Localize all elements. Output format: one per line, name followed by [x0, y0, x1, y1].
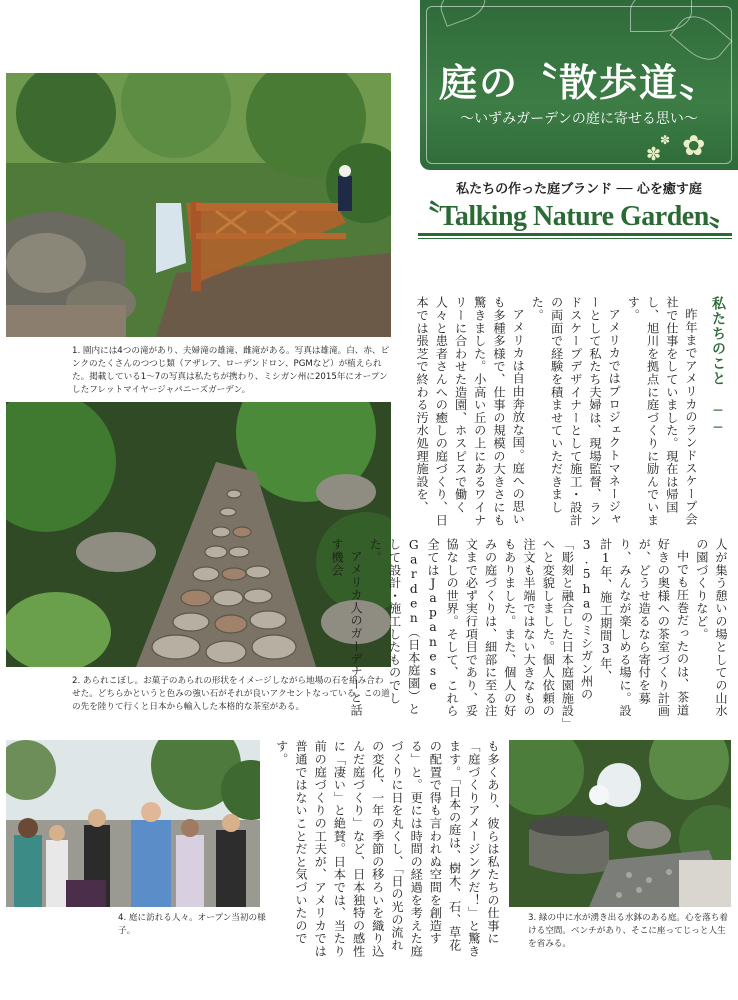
section-heading: 私たちのこと ── [710, 296, 726, 437]
paragraph: 中でも圧巻だったのは、茶道好きの奥様への茶室づくり計画が、どうせ造るなら寄付を募り、みんなが楽しめる場に。設計1年、施工期間3年、3.5haのミシガン州の「彫刻と融合した日本庭園施設」へと変貌しました。個人依頼の注文も半端ではない大きなものもありました。また、個人の好みの庭づくりは、細部に至る注文まで必ず実行項目であり、妥協なしの世界。そして、これら全てはJapanese Garden（日本庭園）として設計・施工したものでした。 [368, 538, 690, 724]
divider [418, 238, 732, 239]
flower-icon: ✿ [682, 129, 706, 162]
page-subtitle: 〜いずみガーデンの庭に寄せる思い〜 [460, 111, 698, 127]
photo-waterfall-bridge [6, 73, 391, 337]
caption-photo-1: 1. 園内には4つの滝があり、夫婦滝の雄滝、雌滝がある。写真は雄滝。白、赤、ピンクのたくさんのつつじ類（アザレア、ローデンドロン、PGMなど）が植えられた。掲載している1〜7の写真は私たちが携わり、ミシガン州に2015年にオープンしたフレットマイヤージャパニーズガーデン。 [72, 346, 390, 395]
brand-tagline: 私たちの作った庭ブランド ── 心を癒す庭 [456, 182, 702, 197]
brand-name: 〝Talking Nature Garden〟 [411, 201, 737, 232]
paragraph: アメリカ人のガーデナーと話す機会 [329, 538, 364, 717]
flower-icon: ✽ [646, 144, 662, 165]
caption-photo-3: 3. 緑の中に水が湧き出る水鉢のある庭。心を落ち着ける空間。ベンチがあり、そこに座ってじっと人生を省みる。 [528, 913, 728, 949]
paragraph: も多くあり、彼らは私たちの仕事に「庭づくりアメージングだ！」と驚きます。「日本の庭は、樹木、石、草花の配置で得も言われぬ空間を創造する」と。更には時間の経過を考えた庭づくりに日を丸くし、「日の光の流れの変化、一年の季節の移ろいを織り込んだ庭づくり」など、日本独特の感性に「凄い」と絶賛。日本では、当たり前の庭づくりの工夫が、アメリカでは普通ではないことだと気づいたのです。 [274, 740, 500, 958]
paragraph: 人が集う憩いの場としての山水の園づくりなど。 [694, 538, 728, 718]
divider [418, 233, 732, 236]
photo-visitors [6, 740, 260, 907]
caption-photo-4: 4. 庭に訪れる人々。オープン当初の様子。 [118, 913, 266, 936]
page-title: 庭の〝散歩道〟 [438, 60, 719, 105]
paragraph: 昨年までアメリカのランドスケープ会社で仕事をしていました。現在は帰国し、旭川を拠点に庭づくりに励んでいます。 [626, 296, 698, 527]
title-banner [420, 0, 738, 170]
text-column-middle [329, 538, 730, 724]
caption-photo-2: 2. あられこぼし。お菓子のあられの形状をイメージしながら地場の石を組み合わせた。どちらかというと色みの強い石がそれが良いアクセントなっている。この道の先を陸りて行くと日本から輸入した本格的な茶室がある。 [72, 676, 390, 712]
flower-icon: ✽ [660, 133, 671, 147]
text-column-lower [266, 740, 502, 958]
paragraph: アメリカは自由奔放な国。庭への思いも多種多様で、仕事の規模の大きさにも驚きました。小高い丘の上にあるワイナリーに合わせた造園、ホスピスで働く人々と患者さんへの癒しの庭づくり、日本では張芝で終わる汚水処理施設を、 [415, 296, 526, 527]
text-column-upper [402, 296, 700, 534]
photo-water-basin [509, 740, 731, 907]
paragraph: アメリカではプロジェクトマネージャーとして私たち夫婦は、現場監督、ランドスケープデザイナーとして施工・設計の両面で経験を積ませていただきました。 [530, 296, 622, 527]
